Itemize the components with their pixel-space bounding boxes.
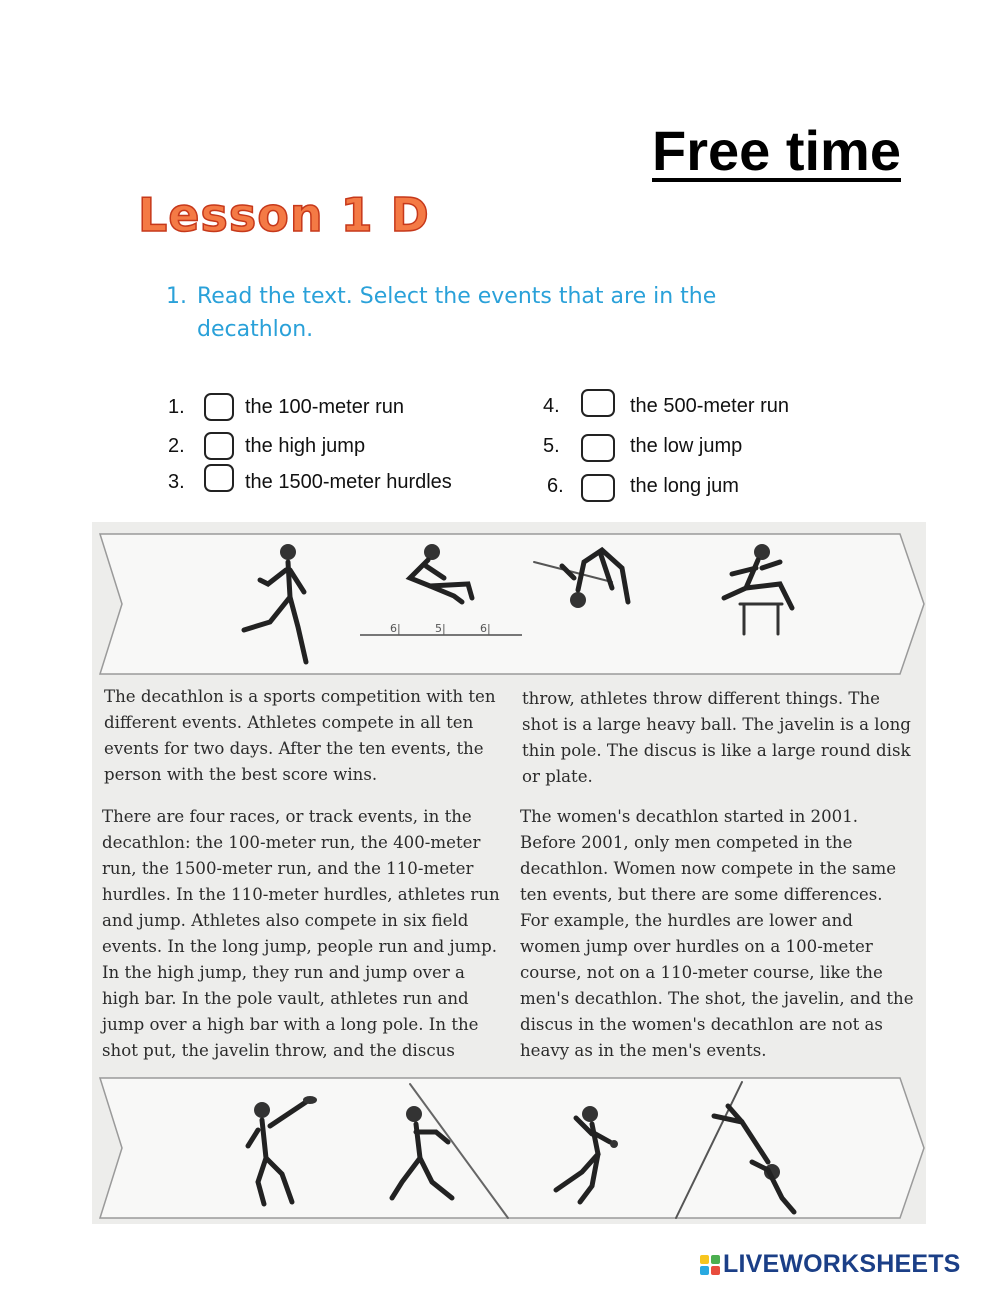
option-number: 1. [168,395,185,418]
bottom-banner [100,1078,924,1218]
option-number: 3. [168,470,185,493]
option-label: the 100-meter run [245,395,404,418]
option-number: 2. [168,434,185,457]
brand-name: LIVEWORKSHEETS [723,1250,961,1278]
option-label: the long jum [630,474,739,497]
article-col1-p2: There are four races, or track events, in the decathlon: the 100-meter run, the 400-meter run, the 1500-meter run, and the 110-meter hurdles. In the 110-meter hurdles, athletes run and jump. Athletes also compete in six field events. In the long jump, people run and jump. In the high jump, they run and jump over a high bar. In the pole vault, athletes run and jump over a high bar with a long pole. In the shot put, the javelin throw, and the discus [102,807,500,1060]
liveworksheets-brand [700,1250,961,1279]
option-checkbox[interactable] [581,389,615,417]
option-label: the 500-meter run [630,394,789,417]
article-col2-p1: throw, athletes throw different things. The shot is a large heavy ball. The javelin is a long thin pole. The discus is like a large round disk or plate. [522,689,911,786]
option-6 [547,471,739,501]
instruction-number: 1. [166,284,187,309]
page-title: Free time [652,119,901,182]
option-label: the low jump [630,434,743,457]
liveworksheets-logo-icon [700,1255,720,1275]
svg-text:6|: 6| [480,622,491,635]
option-label: the 1500-meter hurdles [245,470,452,493]
textbook-scan [92,522,926,1224]
option-checkbox[interactable] [581,434,615,462]
instruction [166,280,786,346]
option-1 [168,392,404,422]
option-checkbox[interactable] [204,393,234,421]
svg-text:5|: 5| [435,622,446,635]
svg-text:6|: 6| [390,622,401,635]
lesson-heading: Lesson 1 D [138,188,430,242]
instruction-text: Read the text. Select the events that are in the decathlon. [197,284,717,342]
option-2 [168,431,365,461]
option-5 [543,431,742,461]
top-banner [100,534,924,674]
option-4 [543,391,789,421]
option-checkbox[interactable] [204,464,234,492]
article-col1-p1: The decathlon is a sports competition with ten different events. Athletes compete in all ten events for two days. After the ten events, the person with the best score wins. [104,687,496,784]
option-number: 6. [547,474,564,497]
option-number: 4. [543,394,560,417]
option-3 [168,467,452,497]
option-checkbox[interactable] [204,432,234,460]
option-checkbox[interactable] [581,474,615,502]
option-number: 5. [543,434,560,457]
option-label: the high jump [245,434,366,457]
article-col2-p2: The women's decathlon started in 2001. Before 2001, only men competed in the decathlon. Women now compete in the same ten events, but there are some differences. For example, the hurdles are lower and women jump over hurdles on a 100-meter course, not on a 110-meter course, like the men's decathlon. The shot, the javelin, and the discus in the women's decathlon are not as heavy as in the men's events. [520,807,914,1060]
